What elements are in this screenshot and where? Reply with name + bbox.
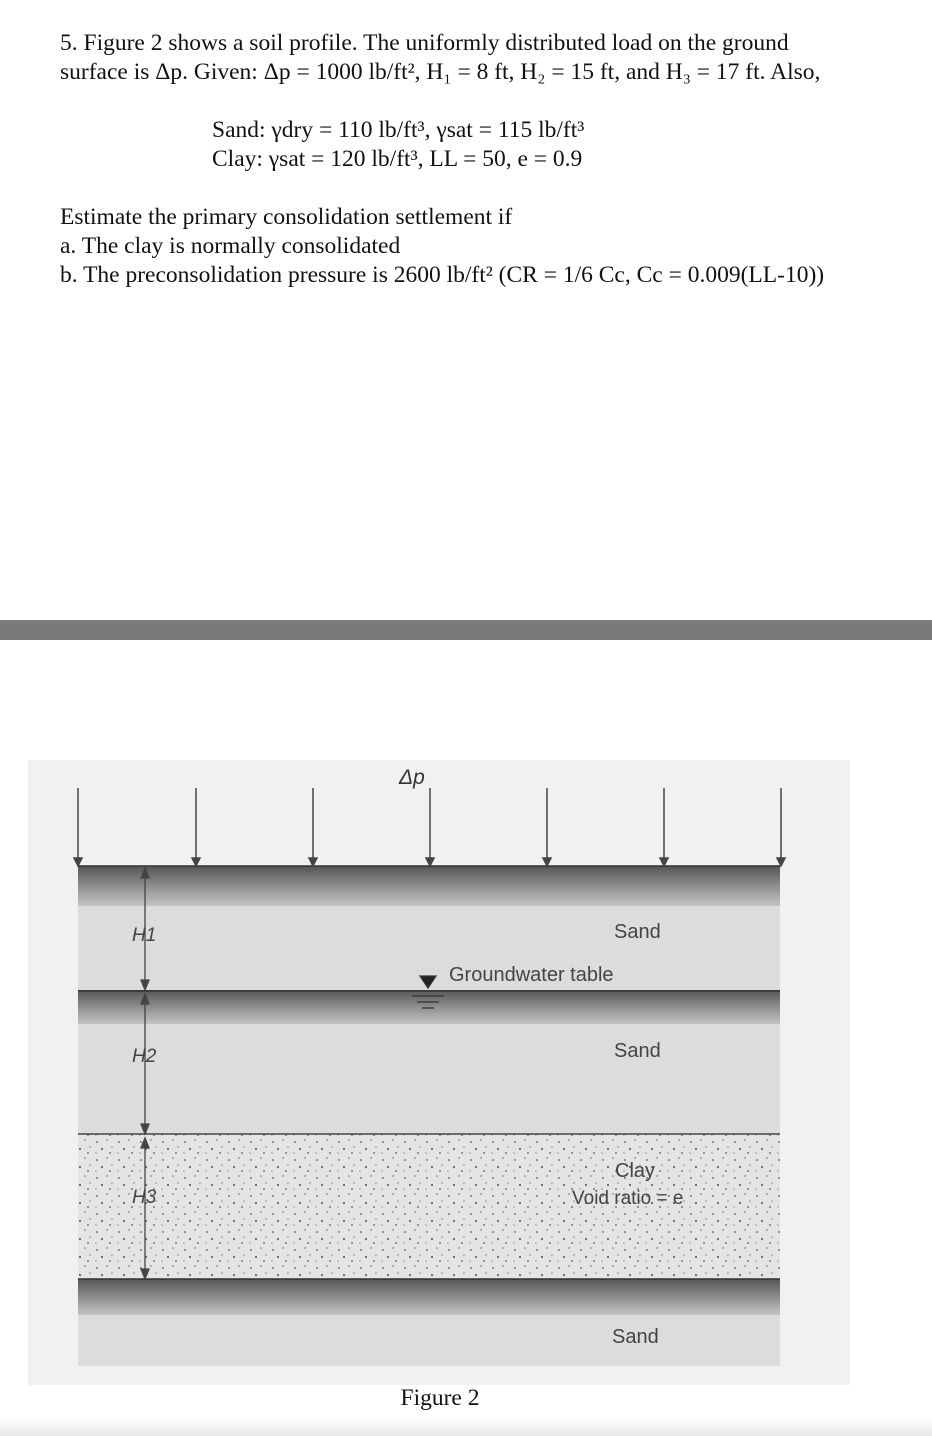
part-b: b. The preconsolidation pressure is 2600 lb/ft² (CR = 1/6 Cc, Cc = 0.009(LL-10))	[60, 262, 825, 288]
h2-label: H2	[132, 1046, 157, 1067]
estimate-instruction: Estimate the primary consolidation settlement if	[60, 204, 513, 230]
h1-label: H1	[132, 925, 157, 946]
clay-properties: Clay: γsat = 120 lb/ft³, LL = 50, e = 0.9	[212, 146, 583, 172]
sand-label-top: Sand	[614, 921, 661, 943]
page-bottom-shadow	[0, 1418, 932, 1436]
figure-caption: Figure 2	[400, 1385, 480, 1411]
clay-label: Clay	[615, 1160, 656, 1182]
sand-properties: Sand: γdry = 110 lb/ft³, γsat = 115 lb/ft³	[212, 117, 585, 143]
sand-label-bottom: Sand	[612, 1326, 659, 1348]
page-divider	[0, 620, 932, 640]
soil-profile-figure	[28, 760, 850, 1385]
bottom-sand-band	[78, 1279, 780, 1315]
problem-line-1: 5. Figure 2 shows a soil profile. The uniformly distributed load on the ground	[60, 30, 789, 56]
problem-line-2: surface is Δp. Given: Δp = 1000 lb/ft², H₁ = 8 ft, H₂ = 15 ft, and H₃ = 17 ft. Also,	[60, 59, 821, 85]
groundwater-band	[78, 990, 780, 1024]
void-ratio-label: Void ratio = e	[572, 1188, 684, 1209]
part-a: a. The clay is normally consolidated	[60, 233, 401, 259]
sand-label-middle: Sand	[614, 1040, 661, 1062]
problem-area	[0, 0, 932, 620]
load-label: Δp	[399, 766, 425, 789]
groundwater-label: Groundwater table	[449, 964, 614, 986]
h3-label: H3	[132, 1187, 157, 1208]
ground-surface-band	[78, 866, 780, 906]
